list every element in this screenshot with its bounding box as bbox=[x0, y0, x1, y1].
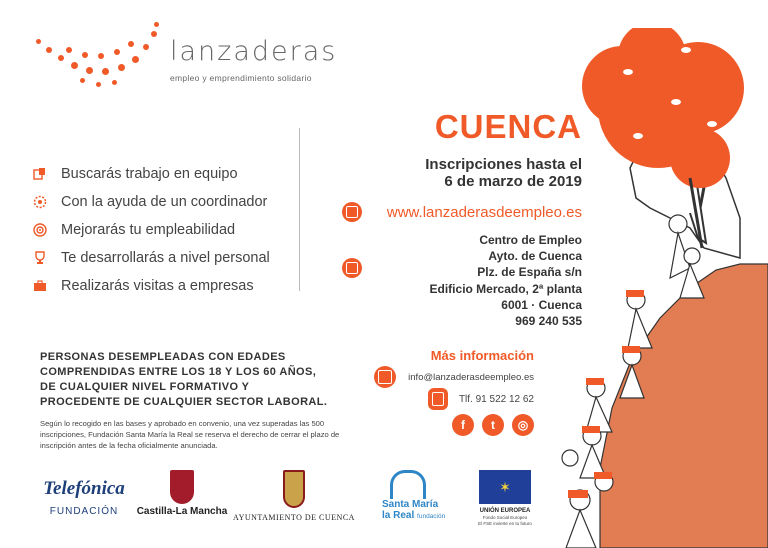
feature-label: Realizarás visitas a empresas bbox=[61, 278, 254, 294]
tree-climbers-illustration bbox=[540, 28, 768, 548]
coordinator-icon bbox=[32, 195, 47, 210]
address-line: Ayto. de Cuenca bbox=[488, 249, 582, 264]
column-divider bbox=[299, 128, 300, 291]
eu-flag-icon: ✶ bbox=[479, 470, 531, 504]
laptop-icon bbox=[342, 202, 362, 222]
trophy-icon bbox=[32, 251, 47, 266]
logo-dots-icon bbox=[36, 22, 166, 92]
legal-text: Según lo recogido en las bases y aprobado en convenio, una vez superadas las 500 inscripciones, Fundación Santa María la Real se reserva el derecho de cerrar el plazo de inscripción antes de la fecha oficialmente anunciada. bbox=[40, 419, 340, 450]
eu-fund: Fondo Social Europeo bbox=[482, 515, 528, 520]
eu-name: UNIÓN EUROPEA bbox=[479, 508, 531, 514]
registration-date: 6 de marzo de 2019 bbox=[444, 173, 582, 190]
sponsor-santa-maria bbox=[382, 470, 462, 530]
feature-item bbox=[32, 244, 292, 272]
sponsor-telefonica bbox=[34, 470, 134, 530]
address-line: Plz. de España s/n bbox=[477, 265, 582, 280]
more-info-title: Más información bbox=[430, 348, 534, 363]
sponsor-castilla-la-mancha bbox=[134, 470, 230, 530]
mail-icon bbox=[374, 366, 396, 388]
feature-item bbox=[32, 160, 292, 188]
facebook-icon[interactable]: f bbox=[452, 414, 474, 436]
target-icon bbox=[32, 223, 47, 238]
telefonica-logo: Telefónica bbox=[43, 478, 125, 499]
address-line: Centro de Empleo bbox=[479, 233, 582, 247]
brand-tagline: empleo y emprendimiento solidario bbox=[170, 73, 312, 83]
email-link[interactable]: info@lanzaderasdeempleo.es bbox=[408, 372, 534, 383]
telefonica-sub: FUNDACIÓN bbox=[49, 506, 119, 517]
twitter-icon[interactable]: t bbox=[482, 414, 504, 436]
eu-motto: El FSE invierte en tu futuro bbox=[478, 521, 532, 526]
team-icon bbox=[32, 167, 47, 182]
feature-label: Te desarrollarás a nivel personal bbox=[61, 250, 270, 266]
smr-sub: fundación bbox=[417, 513, 446, 520]
feature-item bbox=[32, 188, 292, 216]
smr-line1: Santa María bbox=[382, 499, 439, 510]
brand-logo bbox=[36, 22, 336, 92]
clm-shield-icon bbox=[170, 470, 194, 504]
arch-icon bbox=[390, 470, 426, 499]
brand-name: lanzaderas bbox=[170, 36, 338, 67]
feature-label: Con la ayuda de un coordinador bbox=[61, 194, 268, 210]
address-line: 6001 · Cuenca bbox=[501, 297, 582, 312]
contact-phone: Tlf. 91 522 12 62 bbox=[458, 394, 534, 405]
address-phone: 969 240 535 bbox=[515, 314, 582, 329]
sponsor-eu bbox=[474, 470, 536, 530]
briefcase-icon bbox=[32, 279, 47, 294]
website-link[interactable]: www.lanzaderasdeempleo.es bbox=[386, 204, 582, 221]
cuenca-shield-icon bbox=[283, 470, 305, 508]
clm-name: Castilla-La Mancha bbox=[136, 506, 228, 517]
instagram-icon[interactable]: ◎ bbox=[512, 414, 534, 436]
building-icon bbox=[342, 258, 362, 278]
features-list bbox=[32, 160, 292, 300]
ayto-name: AYUNTAMIENTO DE CUENCA bbox=[233, 513, 355, 522]
feature-label: Mejorarás tu empleabilidad bbox=[61, 222, 236, 238]
feature-label: Buscarás trabajo en equipo bbox=[61, 166, 238, 182]
sponsor-ayuntamiento bbox=[232, 470, 356, 530]
address-line: Edificio Mercado, 2ª planta bbox=[429, 281, 582, 296]
registration-line: Inscripciones hasta el bbox=[425, 156, 582, 173]
smr-line2: la Real bbox=[382, 510, 415, 521]
feature-item bbox=[32, 272, 292, 300]
feature-item bbox=[32, 216, 292, 244]
city-title: CUENCA bbox=[434, 108, 582, 145]
eligibility-text: PERSONAS DESEMPLEADAS CON EDADES COMPRENDIDAS ENTRE LOS 18 Y LOS 60 AÑOS, DE CUALQUIER NIVEL FORMATIVO Y PROCEDENTE DE CUALQUIER SECTOR LABORAL. bbox=[40, 351, 328, 408]
